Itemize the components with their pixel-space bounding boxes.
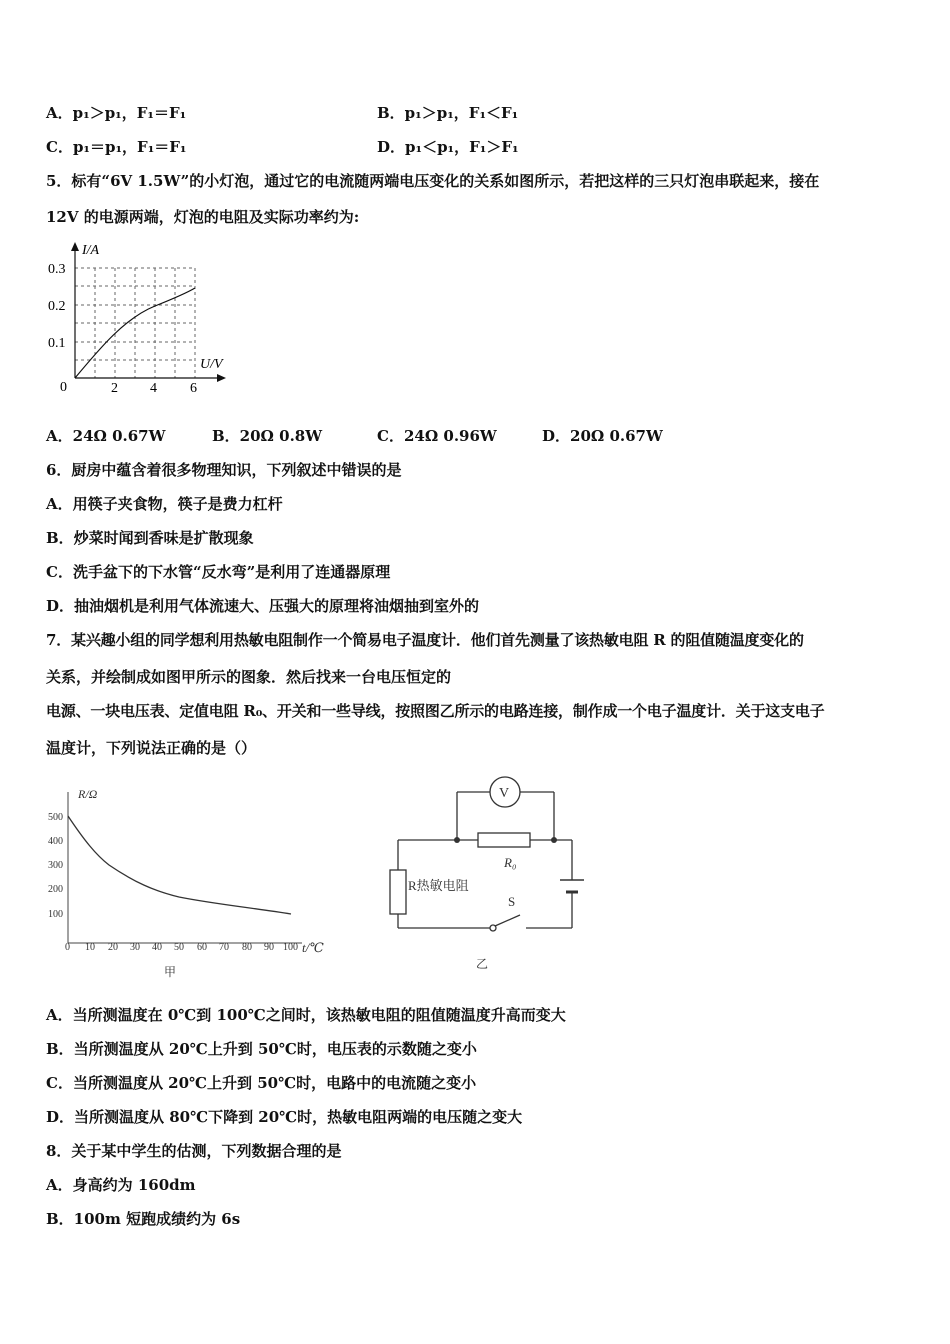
q7-option-a: A．当所测温度在 0℃到 100℃之间时，该热敏电阻的阻值随温度升高而变大 [46, 1006, 566, 1024]
q7a-x-tick: 80 [242, 942, 252, 953]
circuit-caption: 乙 [476, 957, 489, 970]
q7a-y-tick: 300 [48, 860, 63, 871]
q7a-x-tick: 50 [174, 942, 184, 953]
q6-stem: 6．厨房中蕴含着很多物理知识，下列叙述中错误的是 [46, 461, 402, 479]
q4-option-b: B．p₁＞p₁，F₁＜F₁ [377, 104, 519, 122]
q5-y-tick: 0.2 [48, 299, 66, 314]
r0-label: R₀ [504, 855, 517, 870]
q7-stem-line3: 电源、一块电压表、定值电阻 R₀、开关和一些导线，按照图乙所示的电路连接，制作成一个电子温度计．关于这支电子 [46, 702, 825, 720]
q5-option-b: B．20Ω 0.8W [212, 427, 323, 445]
q7a-x-tick: 90 [264, 942, 274, 953]
q7a-x-tick: 40 [152, 942, 162, 953]
q7a-caption: 甲 [164, 965, 177, 979]
q5-iu-graph [40, 238, 240, 398]
q5-origin: 0 [60, 380, 67, 395]
q7-stem-line1: 7．某兴趣小组的同学想利用热敏电阻制作一个简易电子温度计．他们首先测量了该热敏电阻 R 的阻值随温度变化的 [46, 631, 804, 649]
q5-x-axis-label: U/V [200, 357, 223, 372]
q6-option-c: C．洗手盆下的下水管“反水弯”是利用了连通器原理 [46, 563, 391, 581]
q7-stem-line2: 关系，并绘制成如图甲所示的图象．然后找来一台电压恒定的 [46, 668, 452, 686]
q8-option-a: A．身高约为 160dm [46, 1176, 196, 1194]
q7a-x-tick: 20 [108, 942, 118, 953]
q5-stem-line2: 12V 的电源两端，灯泡的电阻及实际功率约为: [46, 208, 360, 226]
switch-label: S [508, 894, 516, 909]
q7a-y-axis-label: R/Ω [78, 787, 98, 801]
q5-y-axis-label: I/A [82, 243, 100, 258]
q5-y-tick: 0.3 [48, 262, 66, 277]
q7-option-b: B．当所测温度从 20℃上升到 50℃时，电压表的示数随之变小 [46, 1040, 477, 1058]
q7-option-d: D．当所测温度从 80℃下降到 20℃时，热敏电阻两端的电压随之变大 [46, 1108, 523, 1126]
q7-circuit-diagram [380, 770, 600, 970]
q7a-y-tick: 200 [48, 884, 63, 895]
q5-x-tick: 2 [111, 381, 118, 396]
q8-option-b: B．100m 短跑成绩约为 6s [46, 1210, 241, 1228]
q5-x-tick: 6 [190, 381, 197, 396]
q6-option-b: B．炒菜时闻到香味是扩散现象 [46, 529, 254, 547]
q7a-y-tick: 400 [48, 836, 63, 847]
q5-option-c: C．24Ω 0.96W [377, 427, 497, 445]
q5-stem-line1: 5．标有“6V 1.5W”的小灯泡，通过它的电流随两端电压变化的关系如图所示，若把这样的三只灯泡串联起来，接在 [46, 172, 820, 190]
q7a-x-tick: 100 [283, 942, 298, 953]
q7a-x-tick: 70 [219, 942, 229, 953]
q5-option-a: A．24Ω 0.67W [46, 427, 166, 445]
r0-resistor-icon [478, 833, 530, 847]
q7a-y-tick: 100 [48, 909, 63, 920]
thermistor-icon [390, 870, 406, 914]
thermistor-label: R热敏电阻 [408, 878, 469, 893]
q7a-x-tick: 0 [65, 942, 70, 953]
q8-stem: 8．关于某中学生的估测，下列数据合理的是 [46, 1142, 342, 1160]
q5-y-tick: 0.1 [48, 336, 66, 351]
q7a-x-tick: 30 [130, 942, 140, 953]
voltmeter-label: V [499, 786, 510, 801]
q5-option-d: D．20Ω 0.67W [542, 427, 663, 445]
q7a-x-tick: 10 [85, 942, 95, 953]
q7-resistance-temperature-graph [44, 780, 344, 980]
q4-option-c: C．p₁＝p₁，F₁＝F₁ [46, 138, 187, 156]
q7a-y-tick: 500 [48, 812, 63, 823]
q6-option-d: D．抽油烟机是利用气体流速大、压强大的原理将油烟抽到室外的 [46, 597, 480, 615]
q7a-x-axis-label: t/℃ [302, 940, 324, 955]
q4-option-a: A．p₁＞p₁，F₁＝F₁ [46, 104, 187, 122]
q7a-x-tick: 60 [197, 942, 207, 953]
q6-option-a: A．用筷子夹食物，筷子是费力杠杆 [46, 495, 283, 513]
q4-option-d: D．p₁＜p₁，F₁＞F₁ [377, 138, 519, 156]
q5-x-tick: 4 [150, 381, 157, 396]
q7-stem-line4: 温度计，下列说法正确的是（） [46, 739, 257, 757]
q7-option-c: C．当所测温度从 20℃上升到 50℃时，电路中的电流随之变小 [46, 1074, 477, 1092]
